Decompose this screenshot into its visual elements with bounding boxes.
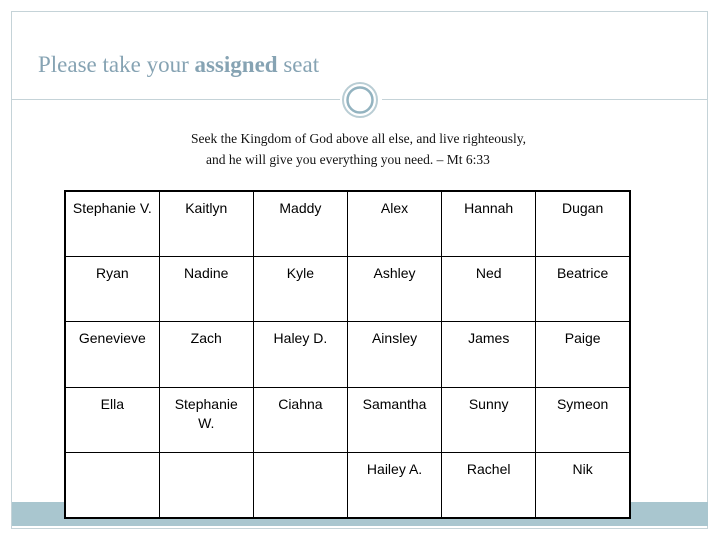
seat-cell: Stephanie W. [159,387,253,452]
seat-cell: Ainsley [347,322,441,387]
seat-cell [65,453,159,518]
seat-cell: Rachel [442,453,536,518]
seat-cell: Ciahna [253,387,347,452]
seat-cell [159,453,253,518]
seat-cell: Stephanie V. [65,191,159,256]
seat-cell: Kyle [253,256,347,321]
seat-cell: Nik [536,453,630,518]
seat-cell: Zach [159,322,253,387]
table-row [65,191,630,256]
seat-cell: Genevieve [65,322,159,387]
seat-cell: Hailey A. [347,453,441,518]
seat-cell: Haley D. [253,322,347,387]
title-emphasis: assigned [194,52,278,77]
seat-cell: Ned [442,256,536,321]
table-row [65,322,630,387]
title-divider-right [382,99,708,100]
seating-chart-body [65,191,630,518]
seat-cell: Ella [65,387,159,452]
seat-cell: Dugan [536,191,630,256]
seat-cell: Maddy [253,191,347,256]
seat-cell: Kaitlyn [159,191,253,256]
seat-cell [253,453,347,518]
seat-cell: Sunny [442,387,536,452]
seat-cell: Hannah [442,191,536,256]
scripture-quote [191,128,526,170]
title-prefix: Please take your [38,52,195,77]
seat-cell: Paige [536,322,630,387]
quote-line-1: Seek the Kingdom of God above all else, and live righteously, [191,131,527,146]
table-row [65,256,630,321]
title-divider-left [12,99,340,100]
seat-cell: James [442,322,536,387]
title-suffix: seat [277,52,320,77]
seat-cell: Nadine [159,256,253,321]
quote-line-2: and he will give you everything you need. – Mt 6:33 [206,152,490,167]
table-row [65,387,630,452]
slide-title [38,52,319,78]
seat-cell: Ryan [65,256,159,321]
seat-cell: Alex [347,191,441,256]
circle-ornament-icon [341,81,379,119]
seat-cell: Ashley [347,256,441,321]
seat-cell: Samantha [347,387,441,452]
table-row [65,453,630,518]
seat-cell: Symeon [536,387,630,452]
seating-chart-table [64,190,631,519]
seat-cell: Beatrice [536,256,630,321]
